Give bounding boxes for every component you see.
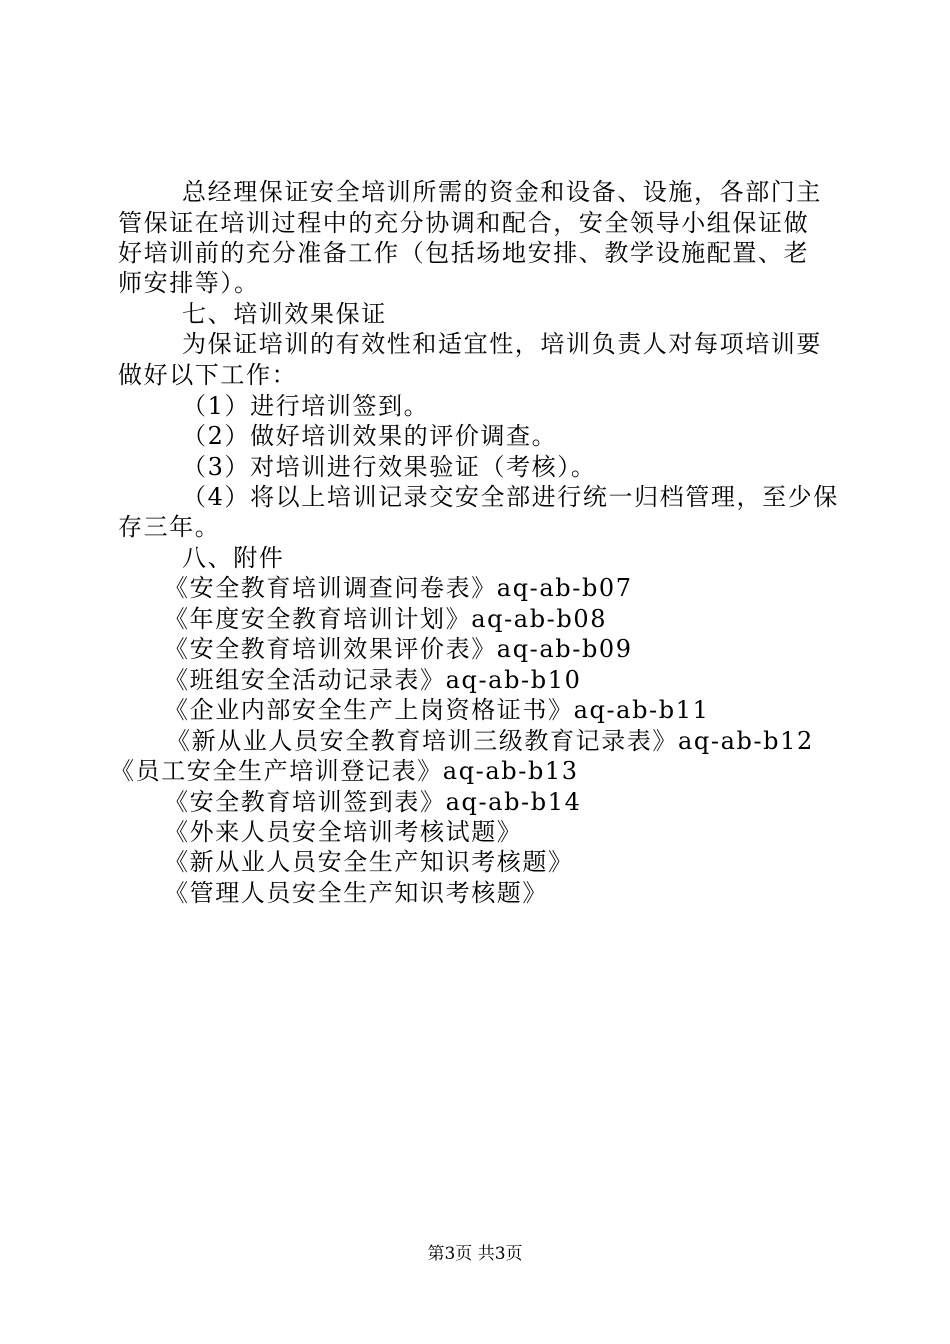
page-number-footer: 第3页 共3页	[427, 1244, 523, 1264]
list-item: （4）将以上培训记录交安全部进行统一归档管理，至少保	[182, 483, 839, 511]
section-heading: 七、培训效果保证	[182, 300, 387, 328]
attachment-item: 《安全教育培训调查问卷表》aq-ab-b07	[164, 574, 633, 602]
attachment-item: 《新从业人员安全生产知识考核题》	[164, 848, 574, 876]
paragraph-line: 管保证在培训过程中的充分协调和配合，安全领导小组保证做	[118, 209, 810, 237]
list-item: （1）进行培训签到。	[182, 392, 430, 420]
section-heading: 八、附件	[182, 544, 285, 572]
paragraph-line: 总经理保证安全培训所需的资金和设备、设施，各部门主	[182, 178, 822, 206]
attachment-item: 《管理人员安全生产知识考核题》	[164, 879, 548, 907]
list-item: （3）对培训进行效果验证（考核）。	[182, 453, 597, 481]
attachment-item: 《外来人员安全培训考核试题》	[164, 818, 523, 846]
paragraph-line: 师安排等）。	[118, 269, 260, 297]
list-item: （2）做好培训效果的评价调查。	[182, 422, 558, 450]
paragraph-line: 做好以下工作：	[118, 361, 298, 389]
paragraph-line: 好培训前的充分准备工作（包括场地安排、教学设施配置、老	[118, 239, 810, 267]
attachment-item: 《班组安全活动记录表》aq-ab-b10	[164, 666, 582, 694]
attachment-item: 《安全教育培训签到表》aq-ab-b14	[164, 788, 582, 816]
attachment-item: 《安全教育培训效果评价表》aq-ab-b09	[164, 635, 633, 663]
attachment-item: 《新从业人员安全教育培训三级教育记录表》aq-ab-b12	[166, 727, 814, 755]
attachment-item: 《员工安全生产培训登记表》aq-ab-b13	[110, 757, 579, 785]
attachment-item: 《年度安全教育培训计划》aq-ab-b08	[164, 605, 608, 633]
paragraph-line: 为保证培训的有效性和适宜性，培训负责人对每项培训要	[182, 330, 822, 358]
list-item-continuation: 存三年。	[118, 513, 221, 541]
attachment-item: 《企业内部安全生产上岗资格证书》aq-ab-b11	[164, 696, 710, 724]
